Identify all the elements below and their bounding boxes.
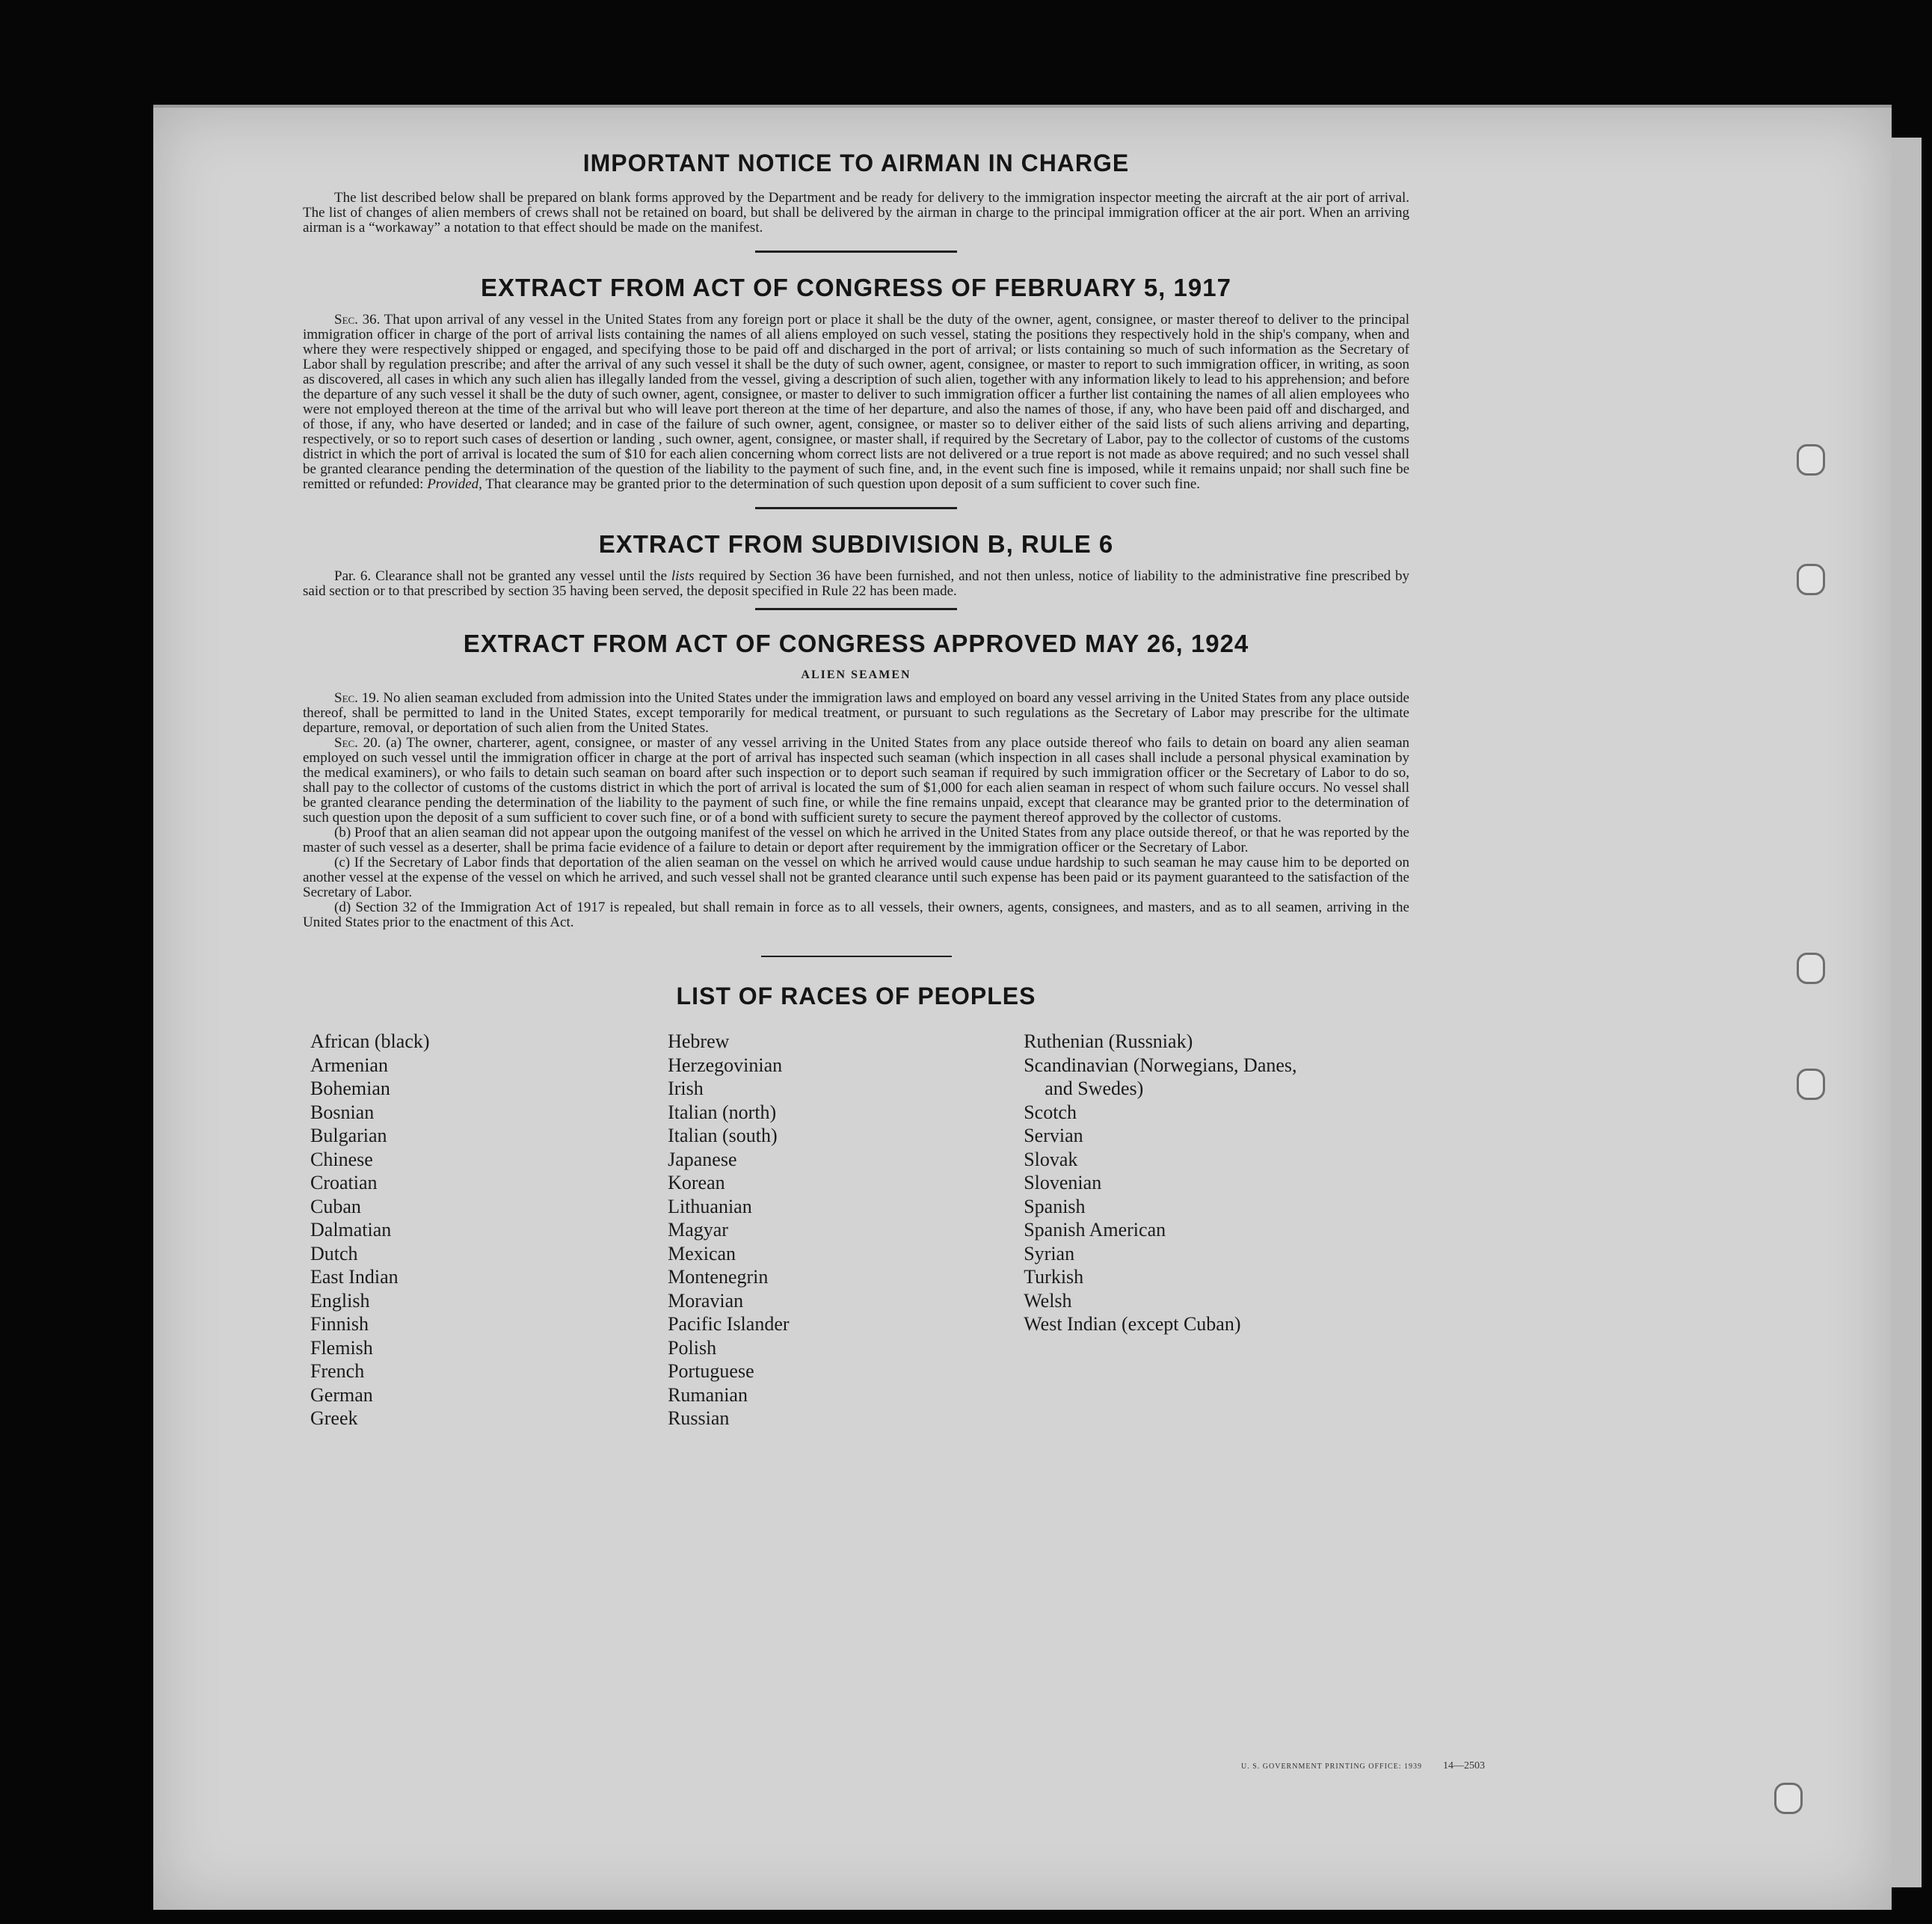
race-item: Scotch [1024,1101,1077,1123]
race-item: Russian [668,1407,730,1429]
binder-hole [1797,953,1825,984]
paragraph-text: Clearance shall not be granted any vessel until the [375,568,668,584]
race-item: English [310,1289,370,1312]
section-divider [755,608,957,610]
race-item: Montenegrin [668,1266,769,1288]
document-content [303,150,1409,1430]
act-1917-section-36 [303,313,1409,492]
act-1924-section-19 [303,691,1409,736]
race-item: German [310,1383,373,1406]
races-title: LIST OF RACES OF PEOPLES [676,983,1036,1009]
provided-term: Provided, [427,476,482,492]
act-1924-section-20c: (c) If the Secretary of Labor finds that deportation of the alien seaman on the vessel on which he arrived would cause undue hardship to such seaman he may cause him to be deported on another vessel at the expense of the vessel on which he arrived, and such vessel shall not be granted clearance until such expense has been paid or its payment guaranteed to the satisfaction of the Secretary of Labor. [303,855,1409,900]
race-item: Turkish [1024,1266,1084,1288]
race-item: Japanese [668,1148,737,1170]
race-item: Irish [668,1078,704,1099]
race-item: Cuban [310,1195,361,1217]
act-1924-section-20a [303,736,1409,826]
race-item: Croatian [310,1172,378,1193]
race-item-continued: and Swedes) [1045,1078,1144,1099]
race-item: Lithuanian [668,1195,752,1217]
races-column-1 [310,1030,668,1430]
act-1924-section-20b: (b) Proof that an alien seaman did not appear upon the outgoing manifest of the vessel on which he arrived in the United States from any place outside thereof, or that he was reported by the master of such vessel as a deserter, shall be prima facie evidence of a failure to detain or deport after requirement by the immigration officer or the Secretary of Labor. [303,825,1409,855]
race-item: West Indian (except Cuban) [1024,1313,1241,1335]
race-item: Servian [1024,1125,1083,1146]
race-item: Slovenian [1024,1172,1102,1193]
race-item: Magyar [668,1219,728,1241]
race-item: Finnish [310,1313,369,1335]
act-1917-title: EXTRACT FROM ACT OF CONGRESS OF FEBRUARY 5, 1917 [481,274,1231,301]
section-text: (a) The owner, charterer, agent, consignee, or master of any vessel arriving in the United States from any place outside thereof who fails to detain on board any alien seaman employed on such vessel until the immigration officer in charge at the port of arrival has inspected such seaman (which inspection in all cases shall include a personal physical examination by the medical examiners), or who fails to detain such seaman on board after such inspection or to deport such seaman if required by such immigration officer or the Secretary of Labor to do so, shall pay to the collector of customs of the customs district in which the port of arrival is located the sum of $1,000 for each alien seaman in respect of whom such failure occurs. No vessel shall be granted clearance pending the determination of the liability to the payment of such fine, or while the fine remains unpaid, except that clearance may be granted prior to the determination of such question upon the deposit of a sum sufficient to cover such fine, or of a bond with sufficient surety to secure the payment thereof approved by the collector of customs. [303,735,1410,826]
races-list [303,1030,1409,1430]
lists-term: lists [671,568,695,584]
race-item: Dutch [310,1242,358,1264]
races-column-3 [1024,1030,1409,1430]
race-item: Hebrew [668,1030,730,1052]
race-item: Flemish [310,1336,373,1359]
binder-hole [1797,564,1825,595]
section-divider [755,251,957,253]
section-divider [755,507,957,509]
race-item: Scandinavian (Norwegians, Danes, [1024,1054,1297,1076]
race-item: Spanish American [1024,1219,1166,1241]
section-label: Sec. 36. [334,312,381,328]
section-text: That upon arrival of any vessel in the United States from any foreign port or place it shall be the duty of the owner, agent, consignee, or master thereof to deliver to the principal immigration officer in charge of the port of arrival lists containing the names of all aliens employed on such vessel, stating the positions they respectively hold in the ship's company, when and where they were respectively shipped or engaged, and specifying those to be paid off and discharged in the port of arrival; or lists containing so much of such information as the Secretary of Labor shall by regulation prescribe; and after the arrival of any such vessel it shall be the duty of such owner, agent, consignee, or master to report to such immigration officer, in writing, as soon as discovered, all cases in which any such alien has illegally landed from the vessel, giving a description of such alien, together with any information likely to lead to his apprehension; and before the departure of any such vessel it shall be the duty of such owner, agent, consignee, or master to deliver to such immigration officer a further list containing the names of all alien employees who were not employed thereon at the time of the arrival but who will leave port thereon at the time of her departure, and also the names of those, if any, who have been paid off and discharged, and of those, if any, who have deserted or landed; and in case of the failure of such owner, agent, consignee, or master so to deliver either of the said lists of such aliens arriving and departing, respectively, or so to report such cases of desertion or landing , such owner, agent, consignee, or master shall, if required by the Secretary of Labor, pay to the collector of customs of the customs district in which the port of arrival is located the sum of $10 for each alien concerning whom correct lists are not delivered or a true report is not made as above required; and no such vessel shall be granted clearance pending the determination of the question of the liability to the payment of such fine, and, in the event such fine is imposed, while it remains unpaid; nor shall such fine be remitted or refunded: [303,312,1409,492]
race-item: Bosnian [310,1101,375,1123]
section-divider [761,956,952,957]
race-item: Portuguese [668,1360,754,1382]
race-item: Bohemian [310,1078,390,1099]
binder-hole [1797,444,1825,476]
act-1924-title: EXTRACT FROM ACT OF CONGRESS APPROVED MAY 26, 1924 [463,630,1249,657]
form-number: 14—2503 [1443,1760,1485,1771]
act-1924-subtitle: ALIEN SEAMEN [801,669,911,681]
section-text: That clearance may be granted prior to the determination of such question upon deposit of a sum sufficient to cover such fine. [485,476,1200,492]
section-label: Sec. 20. [334,735,381,751]
race-item: Pacific Islander [668,1313,790,1335]
races-column-2 [668,1030,1024,1430]
race-item: Chinese [310,1148,373,1170]
race-item: French [310,1360,365,1382]
race-item: Italian (south) [668,1125,778,1146]
race-item: Armenian [310,1054,388,1076]
act-1924-section-20d: (d) Section 32 of the Immigration Act of 1917 is repealed, but shall remain in force as to all vessels, their owners, agents, consignees, and masters, and as to all seamen, arriving in the United States prior to the enactment of this Act. [303,900,1409,930]
paragraph-label: Par. 6. [334,568,372,584]
binder-hole [1797,1069,1825,1100]
printing-office-imprint: U. S. GOVERNMENT PRINTING OFFICE: 1939 [1241,1762,1422,1771]
race-item: Moravian [668,1289,744,1312]
race-item: Mexican [668,1242,736,1264]
race-item: Bulgarian [310,1125,387,1146]
race-item: East Indian [310,1266,399,1288]
rule-6-title: EXTRACT FROM SUBDIVISION B, RULE 6 [598,530,1114,558]
race-item: Herzegovinian [668,1054,783,1076]
binder-hole [1774,1783,1803,1814]
race-item: Spanish [1024,1195,1086,1217]
section-label: Sec. 19. [334,690,380,706]
race-item: Welsh [1024,1289,1072,1312]
race-item: Italian (north) [668,1101,777,1123]
rule-6-paragraph [303,569,1409,599]
paragraph-text: required by Section 36 have been furnished, and not then unless, notice of liability to the administrative fine prescribed by said section or to that prescribed by section 35 having been served, the deposit specified in Rule 22 has been made. [303,568,1410,599]
race-item: Polish [668,1336,717,1359]
race-item: African (black) [310,1030,430,1052]
race-item: Greek [310,1407,358,1429]
race-item: Ruthenian (Russniak) [1024,1030,1193,1052]
race-item: Syrian [1024,1242,1075,1264]
race-item: Rumanian [668,1383,748,1406]
race-item: Korean [668,1172,725,1193]
race-item: Slovak [1024,1148,1078,1170]
notice-title: IMPORTANT NOTICE TO AIRMAN IN CHARGE [582,150,1130,176]
section-text: No alien seaman excluded from admission into the United States under the immigration laws and employed on board any vessel arriving in the United States from any place outside thereof, shall be permitted to land in the United States, except temporarily for medical treatment, or pursuant to such regulations as the Secretary of Labor may prescribe for the ultimate departure, removal, or deportation of such alien from the United States. [303,690,1409,736]
notice-body: The list described below shall be prepared on blank forms approved by the Department and be ready for delivery to the immigration inspector meeting the aircraft at the air port of arrival. The list of changes of alien members of crews shall not be retained on board, but shall be delivered by the airman in charge to the principal immigration officer at the air port. When an arriving airman is a “workaway” a notation to that effect should be made on the manifest. [303,190,1409,236]
race-item: Dalmatian [310,1219,392,1241]
